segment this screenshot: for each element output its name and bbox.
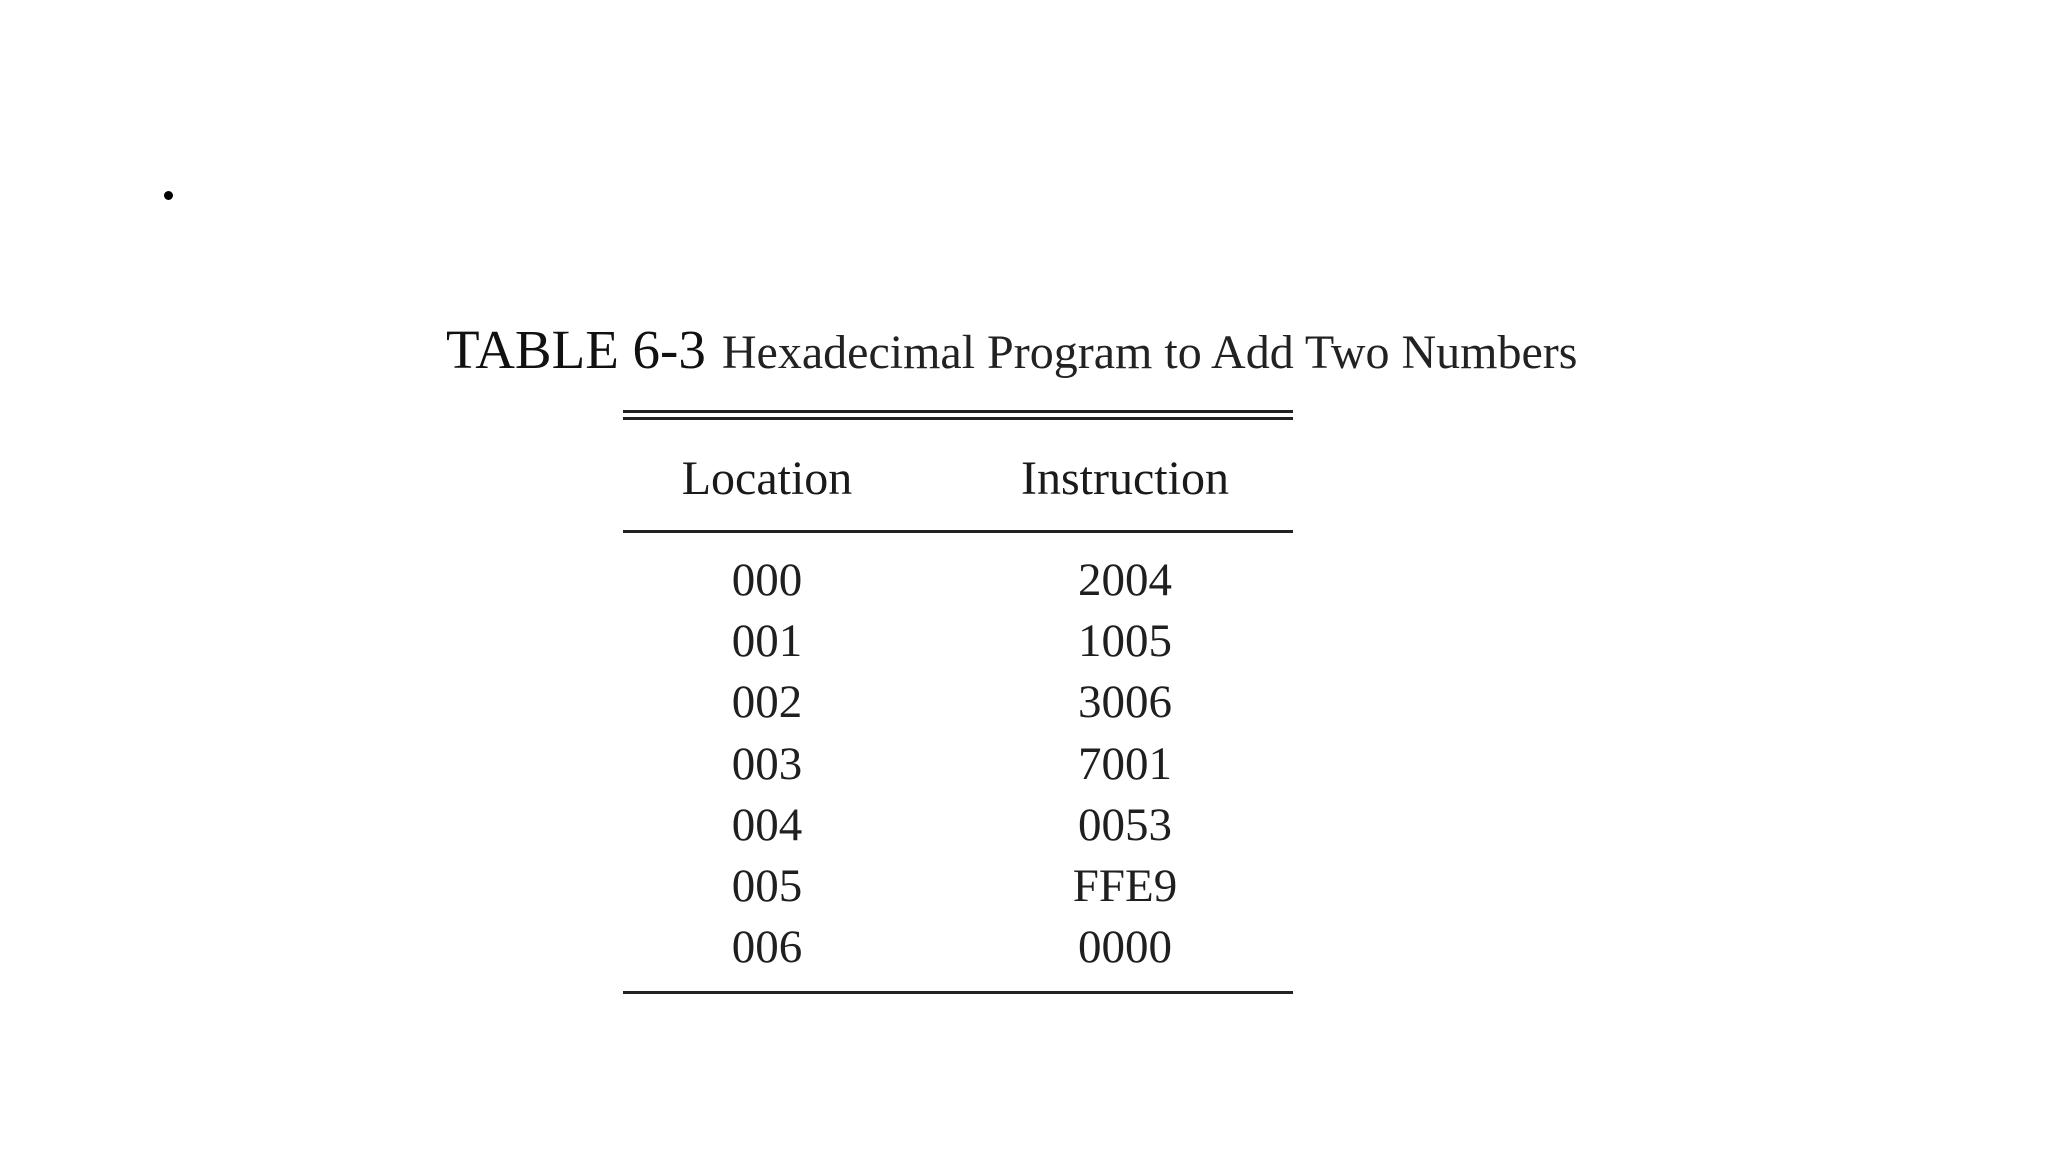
cell-instruction: 3006 [1078, 676, 1172, 728]
table-header-rule [623, 530, 1293, 533]
table-top-rule-inner [623, 417, 1293, 420]
cell-instruction: 0053 [1078, 799, 1172, 851]
cell-instruction: 1005 [1078, 615, 1172, 667]
cell-location: 002 [731, 676, 803, 728]
cell-instruction: 0000 [1078, 921, 1172, 973]
column-header-instruction: Instruction [1021, 452, 1229, 505]
table-caption [446, 319, 1578, 380]
bullet-point [164, 191, 173, 200]
cell-instruction: FFE9 [1072, 860, 1178, 912]
table-top-rule [623, 410, 1293, 413]
table-bottom-rule [623, 991, 1293, 994]
table-label: TABLE 6-3 [446, 319, 706, 380]
cell-location: 004 [731, 799, 803, 851]
cell-location: 003 [731, 738, 803, 790]
cell-instruction: 2004 [1078, 554, 1172, 606]
cell-instruction: 7001 [1078, 738, 1172, 790]
cell-location: 005 [731, 860, 803, 912]
cell-location: 000 [731, 554, 803, 606]
table-title: Hexadecimal Program to Add Two Numbers [721, 326, 1578, 379]
column-header-location: Location [681, 452, 853, 505]
cell-location: 006 [731, 921, 803, 973]
cell-location: 001 [731, 615, 803, 667]
